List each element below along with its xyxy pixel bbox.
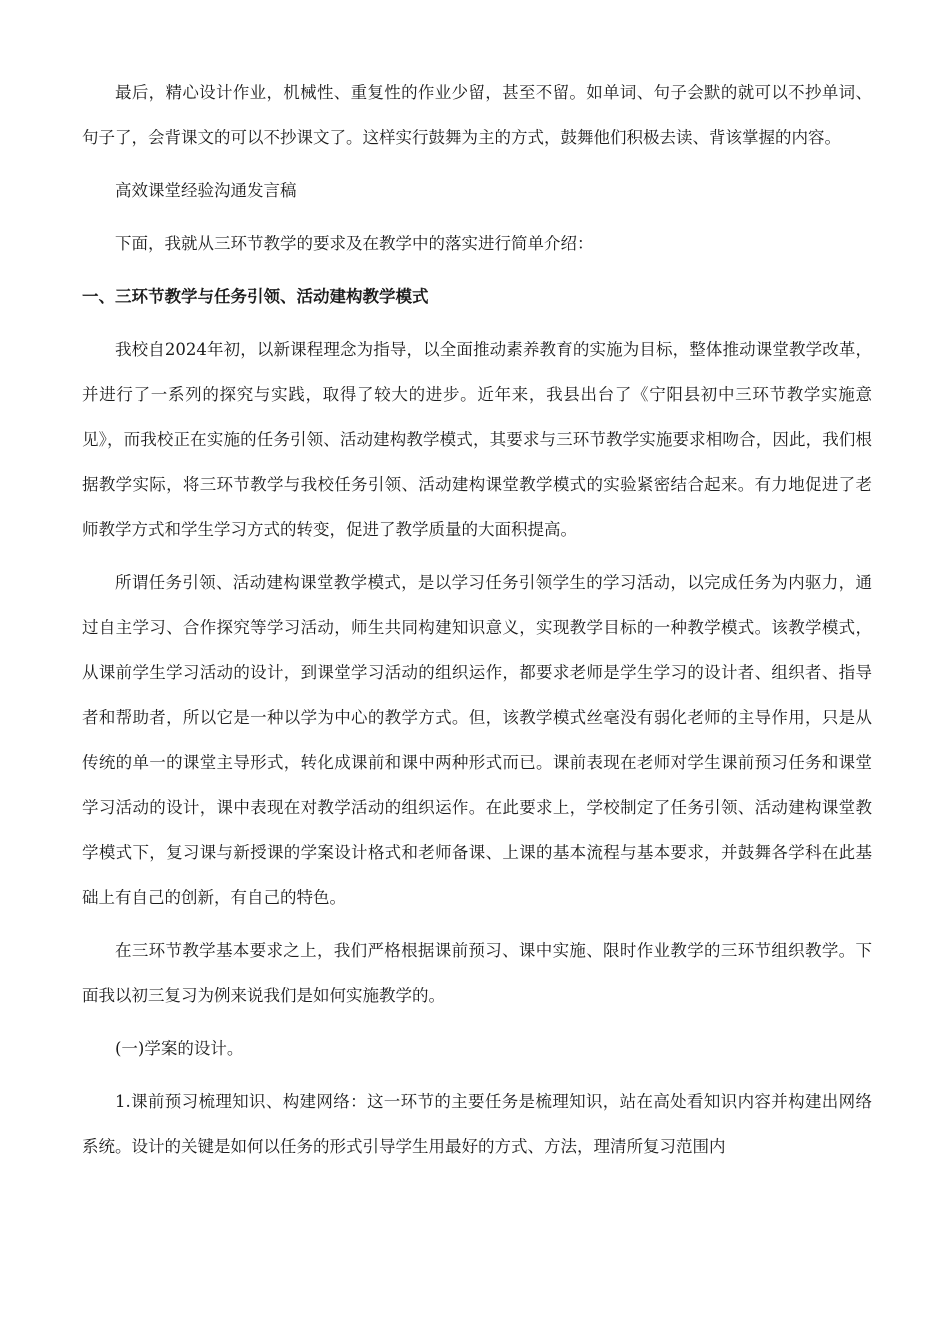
paragraph-subheading-design: (一)学案的设计。 bbox=[115, 1039, 244, 1058]
paragraph-teaching-model: 所谓任务引领、活动建构课堂教学模式，是以学习任务引领学生的学习活动，以完成任务为内驱力，通过自主学习、合作探究等学习活动，师生共同构建知识意义，实现教学目标的一种教学模式。该教学模式，从课前学生学习活动的设计，到课堂学习活动的组织运作，都要求老师是学生学习的设计者、组织者、指导者和帮助者，所以它是一种以学为中心的教学方式。但，该教学模式丝毫没有弱化老师的主导作用，只是从传统的单一的课堂主导形式，转化成课前和课中两种形式而已。课前表现在老师对学生课前预习任务和课堂学习活动的设计，课中表现在对教学活动的组织运作。在此要求上，学校制定了任务引领、活动建构课堂教学模式下，复习课与新授课的学案设计格式和老师备课、上课的基本流程与基本要求，并鼓舞各学科在此基础上有自己的创新，有自己的特色。 bbox=[82, 573, 872, 907]
paragraph-school-reform: 我校自2024年初，以新课程理念为指导，以全面推动素养教育的实施为目标，整体推动课堂教学改革，并进行了一系列的探究与实践，取得了较大的进步。近年来，我县出台了《宁阳县初中三环节教学实施意见》，而我校正在实施的任务引领、活动建构教学模式，其要求与三环节教学实施要求相吻合，因此，我们根据教学实际，将三环节教学与我校任务引领、活动建构课堂教学模式的实验紧密结合起来。有力地促进了老师教学方式和学生学习方式的转变，促进了教学质量的大面积提高。 bbox=[82, 340, 872, 539]
paragraph-preview-stage: 1.课前预习梳理知识、构建网络：这一环节的主要任务是梳理知识，站在高处看知识内容并构建出网络系统。设计的关键是如何以任务的形式引导学生用最好的方式、方法，理清所复习范围内 bbox=[82, 1092, 872, 1156]
paragraph-introduction: 下面，我就从三环节教学的要求及在教学中的落实进行简单介绍： bbox=[115, 234, 594, 253]
section-heading-one: 一、三环节教学与任务引领、活动建构教学模式 bbox=[82, 287, 429, 306]
paragraph-speech-title: 高效课堂经验沟通发言稿 bbox=[115, 181, 297, 200]
paragraph-three-stages: 在三环节教学基本要求之上，我们严格根据课前预习、课中实施、限时作业教学的三环节组织教学。下面我以初三复习为例来说我们是如何实施教学的。 bbox=[82, 941, 872, 1005]
document-page bbox=[82, 70, 872, 1169]
paragraph-homework-design: 最后，精心设计作业，机械性、重复性的作业少留，甚至不留。如单词、句子会默的就可以不抄单词、句子了，会背课文的可以不抄课文了。这样实行鼓舞为主的方式，鼓舞他们积极去读、背该掌握的内容。 bbox=[82, 83, 872, 147]
